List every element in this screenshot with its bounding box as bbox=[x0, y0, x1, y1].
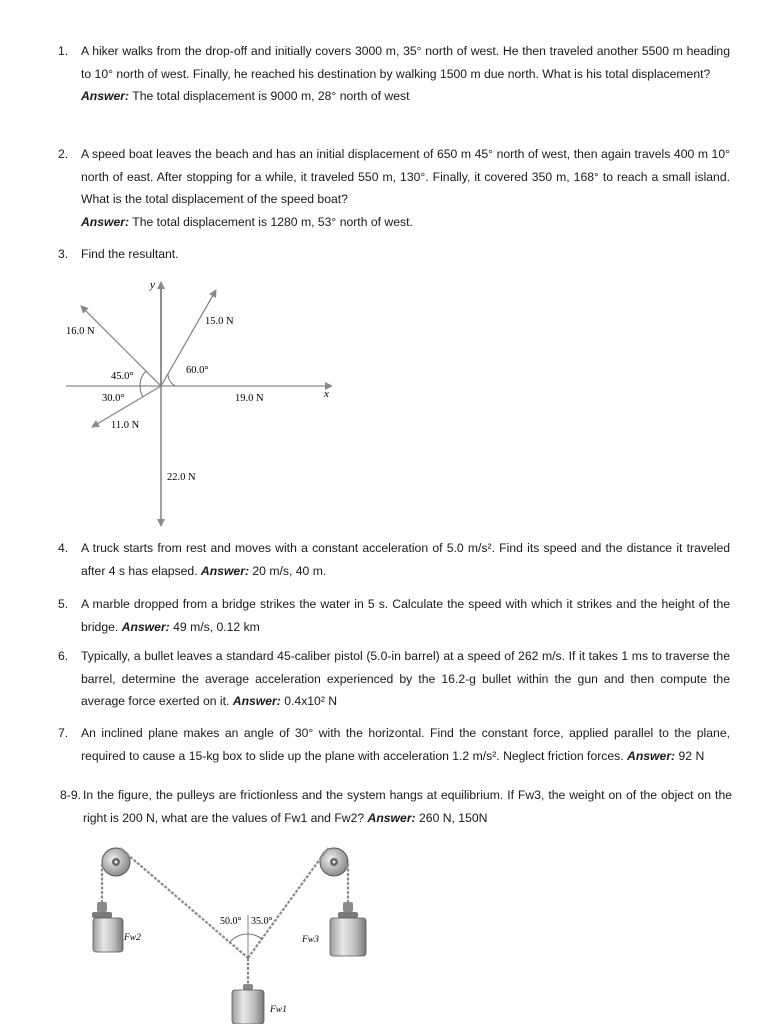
problem-2 bbox=[58, 143, 730, 233]
problem-3 bbox=[58, 243, 730, 266]
right-pulley bbox=[320, 848, 348, 876]
vector-19n-label: 19.0 N bbox=[235, 393, 264, 404]
problem-number: 1. bbox=[58, 44, 69, 58]
angle-arc-30 bbox=[140, 386, 143, 397]
answer-text: The total displacement is 1280 m, 53° north of west. bbox=[129, 214, 413, 229]
problem-number: 6. bbox=[58, 649, 69, 663]
angle-45-label: 45.0° bbox=[111, 371, 134, 382]
problem-7 bbox=[58, 722, 730, 767]
problem-text: In the figure, the pulleys are frictionless and the system hangs at equilibrium. If Fw3, the weight on of the object on the right is 200 N, what are the values of Fw1 and Fw2? bbox=[83, 788, 732, 825]
angle-arc-left bbox=[230, 934, 248, 942]
weight-fw2 bbox=[92, 902, 123, 952]
weight-fw1 bbox=[232, 984, 264, 1024]
answer-text: The total displacement is 9000 m, 28° north of west bbox=[129, 89, 410, 103]
vector-22n-label: 22.0 N bbox=[167, 472, 196, 483]
vector-16n-label: 16.0 N bbox=[66, 326, 95, 337]
problem-text: A speed boat leaves the beach and has an initial displacement of 650 m 45° north of west, then again travels 400 m 10° north of east. After stopping for a while, it traveled 550 m, 130°. Finally, it covered 350 m, 168° to reach a small island. What is the total displacement of the speed boat? bbox=[81, 147, 730, 206]
vector-11n-label: 11.0 N bbox=[111, 420, 140, 431]
angle-35-label: 35.0° bbox=[251, 916, 273, 927]
problem-1 bbox=[58, 40, 730, 108]
y-axis-label: y bbox=[150, 279, 155, 291]
problem-4 bbox=[58, 537, 730, 582]
problem-text: A hiker walks from the drop-off and initially covers 3000 m, 35° north of west. He then traveled another 5500 m heading to 10° north of west. Finally, he reached his destination by walking 1500 m due north. What is his total displacement? bbox=[81, 44, 730, 81]
problem-8-9 bbox=[60, 784, 732, 829]
problem-number: 8-9. bbox=[60, 788, 82, 802]
answer-label: Answer: bbox=[232, 694, 281, 708]
problem-text: A marble dropped from a bridge strikes the water in 5 s. Calculate the speed with which it strikes and the height of the bridge. bbox=[81, 597, 730, 634]
fw1-label: Fw1 bbox=[270, 1005, 287, 1015]
x-axis-label: x bbox=[324, 388, 329, 400]
answer-label: Answer: bbox=[121, 619, 170, 634]
problem-text: Typically, a bullet leaves a standard 45-caliber pistol (5.0-in barrel) at a speed of 262 m/s. If it takes 1 ms to traverse the barrel, determine the average acceleration experienced by the 16.2-g bullet within the gun and then compute the average force exerted on it. bbox=[81, 649, 730, 708]
angle-60-label: 60.0° bbox=[186, 365, 209, 376]
answer-text: 20 m/s, 40 m. bbox=[249, 563, 327, 578]
problem-number: 4. bbox=[58, 541, 69, 555]
problem-number: 3. bbox=[58, 247, 69, 261]
vector-15n-label: 15.0 N bbox=[205, 316, 234, 327]
answer-label: Answer: bbox=[81, 89, 130, 103]
fw3-label: Fw3 bbox=[302, 935, 319, 945]
answer-text: 49 m/s, 0.12 km bbox=[169, 619, 260, 634]
problem-text: A truck starts from rest and moves with a constant acceleration of 5.0 m/s². Find its speed and the distance it traveled after 4 s has elapsed. bbox=[81, 541, 730, 578]
answer-text: 92 N bbox=[675, 748, 705, 763]
problem-5 bbox=[58, 593, 730, 638]
problem-number: 7. bbox=[58, 726, 69, 740]
problem-number: 2. bbox=[58, 147, 69, 161]
angle-30-label: 30.0° bbox=[102, 393, 125, 404]
problem-6 bbox=[58, 645, 730, 713]
problem-text: Find the resultant. bbox=[81, 247, 179, 261]
fw2-label: Fw2 bbox=[124, 933, 141, 943]
answer-text: 0.4x10² N bbox=[280, 694, 338, 708]
pulley-diagram bbox=[80, 840, 380, 1024]
angle-arc-60 bbox=[168, 374, 175, 386]
angle-arc-45 bbox=[140, 371, 146, 386]
weight-fw3 bbox=[330, 902, 366, 956]
problem-number: 5. bbox=[58, 597, 69, 611]
angle-arc-right bbox=[248, 934, 262, 939]
problem-text: An inclined plane makes an angle of 30° with the horizontal. Find the constant force, applied parallel to the plane, required to cause a 15-kg box to slide up the plane with acceleration 1.2 m/s². Neglect friction forces. bbox=[81, 726, 730, 763]
angle-50-label: 50.0° bbox=[220, 916, 242, 927]
answer-label: Answer: bbox=[81, 214, 130, 229]
vector-diagram bbox=[50, 272, 370, 534]
answer-text: 260 N, 150N bbox=[415, 810, 488, 825]
answer-label: Answer: bbox=[367, 810, 416, 825]
answer-label: Answer: bbox=[627, 748, 676, 763]
answer-label: Answer: bbox=[200, 563, 250, 578]
